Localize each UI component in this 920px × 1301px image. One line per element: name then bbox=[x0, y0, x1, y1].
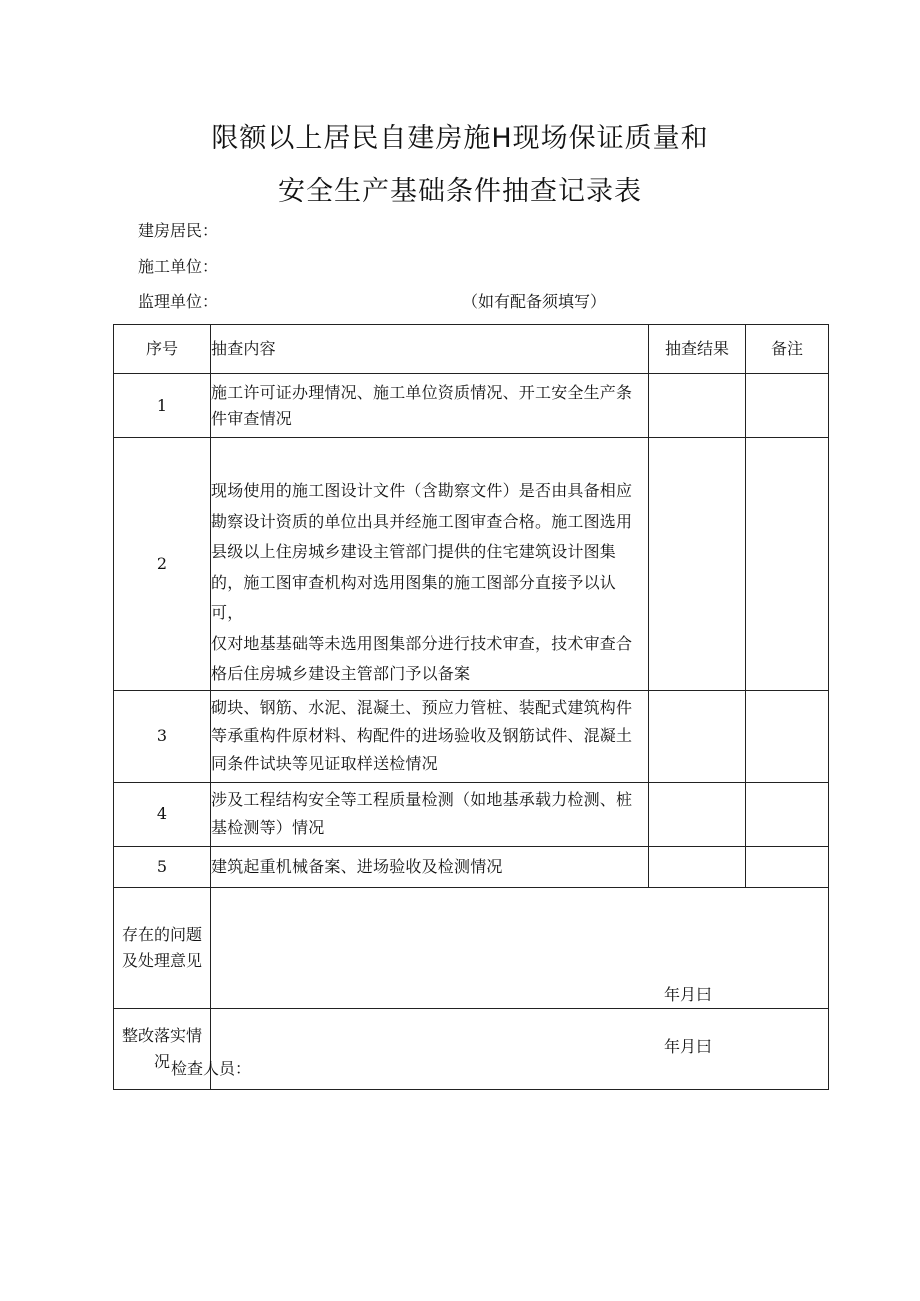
builder-label: 建房居民： bbox=[138, 221, 219, 240]
inspection-table bbox=[113, 324, 829, 1090]
content-line: 建筑起重机械备案、进场验收及检测情况 bbox=[211, 856, 503, 876]
result-cell[interactable] bbox=[649, 690, 746, 782]
row-no: 5 bbox=[114, 846, 211, 887]
row-content bbox=[211, 846, 649, 887]
form-title-line-2: 安全生产基础条件抽查记录表 bbox=[278, 176, 642, 207]
content-line: 件审查情况 bbox=[211, 408, 293, 428]
result-cell[interactable] bbox=[649, 782, 746, 846]
result-cell[interactable] bbox=[649, 438, 746, 691]
header-content: 抽查内容 bbox=[211, 325, 649, 374]
remark-cell[interactable] bbox=[746, 438, 829, 691]
issues-date: 年月曰 bbox=[664, 985, 713, 1004]
table-header-row bbox=[114, 325, 829, 374]
supervision-note: （如有配备须填写） bbox=[462, 292, 607, 311]
issues-label-line: 及处理意见 bbox=[121, 950, 202, 970]
content-line: 施工许可证办理情况、施工单位资质情况、开工安全生产条 bbox=[211, 383, 633, 402]
inspector-label: 检查人员： bbox=[171, 1059, 252, 1078]
table-row bbox=[114, 846, 829, 887]
rectification-input-area[interactable] bbox=[211, 1008, 829, 1089]
content-line: 的，施工图审查机构对选用图集的施工图部分直接予以认可， bbox=[211, 572, 617, 622]
content-line: 现场使用的施工图设计文件（含勘察文件）是否由具备相应 bbox=[211, 481, 633, 500]
issues-label bbox=[114, 887, 211, 1008]
content-line: 勘察设计资质的单位出具并经施工图审查合格。施工图选用 bbox=[211, 511, 633, 531]
remark-cell[interactable] bbox=[746, 690, 829, 782]
header-remark: 备注 bbox=[746, 325, 829, 374]
rectification-date: 年月曰 bbox=[664, 1036, 713, 1056]
header-result: 抽查结果 bbox=[649, 325, 746, 374]
construction-unit-label: 施工单位： bbox=[138, 257, 219, 276]
row-no: 1 bbox=[114, 374, 211, 438]
header-no: 序号 bbox=[114, 325, 211, 374]
content-line: 仅对地基基础等未选用图集部分进行技术审查，技术审查合 bbox=[211, 633, 633, 653]
table-row bbox=[114, 782, 829, 846]
table-row bbox=[114, 438, 829, 691]
row-no: 2 bbox=[114, 438, 211, 691]
row-no: 3 bbox=[114, 690, 211, 782]
form-title-line-1: 限额以上居民自建房施H现场保证质量和 bbox=[211, 123, 709, 154]
result-cell[interactable] bbox=[649, 374, 746, 438]
remark-cell[interactable] bbox=[746, 782, 829, 846]
issues-input-area[interactable] bbox=[211, 887, 829, 1008]
remark-cell[interactable] bbox=[746, 846, 829, 887]
rectification-label-line: 况 bbox=[153, 1051, 170, 1071]
row-content bbox=[211, 374, 649, 438]
content-line: 基检测等）情况 bbox=[211, 818, 325, 837]
table-row bbox=[114, 690, 829, 782]
supervision-unit-label: 监理单位： bbox=[138, 292, 219, 311]
issues-label-line: 存在的问题 bbox=[121, 925, 202, 944]
row-content bbox=[211, 438, 649, 691]
content-line: 同条件试块等见证取样送检情况 bbox=[211, 754, 438, 773]
row-no: 4 bbox=[114, 782, 211, 846]
content-line: 等承重构件原材料、构配件的进场验收及钢筋试件、混凝土 bbox=[211, 726, 633, 745]
rectification-label-line: 整改落实情 bbox=[121, 1026, 202, 1045]
issues-row bbox=[114, 887, 829, 1008]
row-content bbox=[211, 690, 649, 782]
content-line: 砌块、钢筋、水泥、混凝土、预应力管桩、装配式建筑构件 bbox=[211, 698, 633, 717]
content-line: 格后住房城乡建设主管部门予以备案 bbox=[211, 664, 471, 683]
row-content bbox=[211, 782, 649, 846]
content-line: 县级以上住房城乡建设主管部门提供的住宅建筑设计图集 bbox=[211, 542, 617, 561]
content-line: 涉及工程结构安全等工程质量检测（如地基承载力检测、桩 bbox=[211, 790, 633, 809]
table-row bbox=[114, 374, 829, 438]
remark-cell[interactable] bbox=[746, 374, 829, 438]
result-cell[interactable] bbox=[649, 846, 746, 887]
